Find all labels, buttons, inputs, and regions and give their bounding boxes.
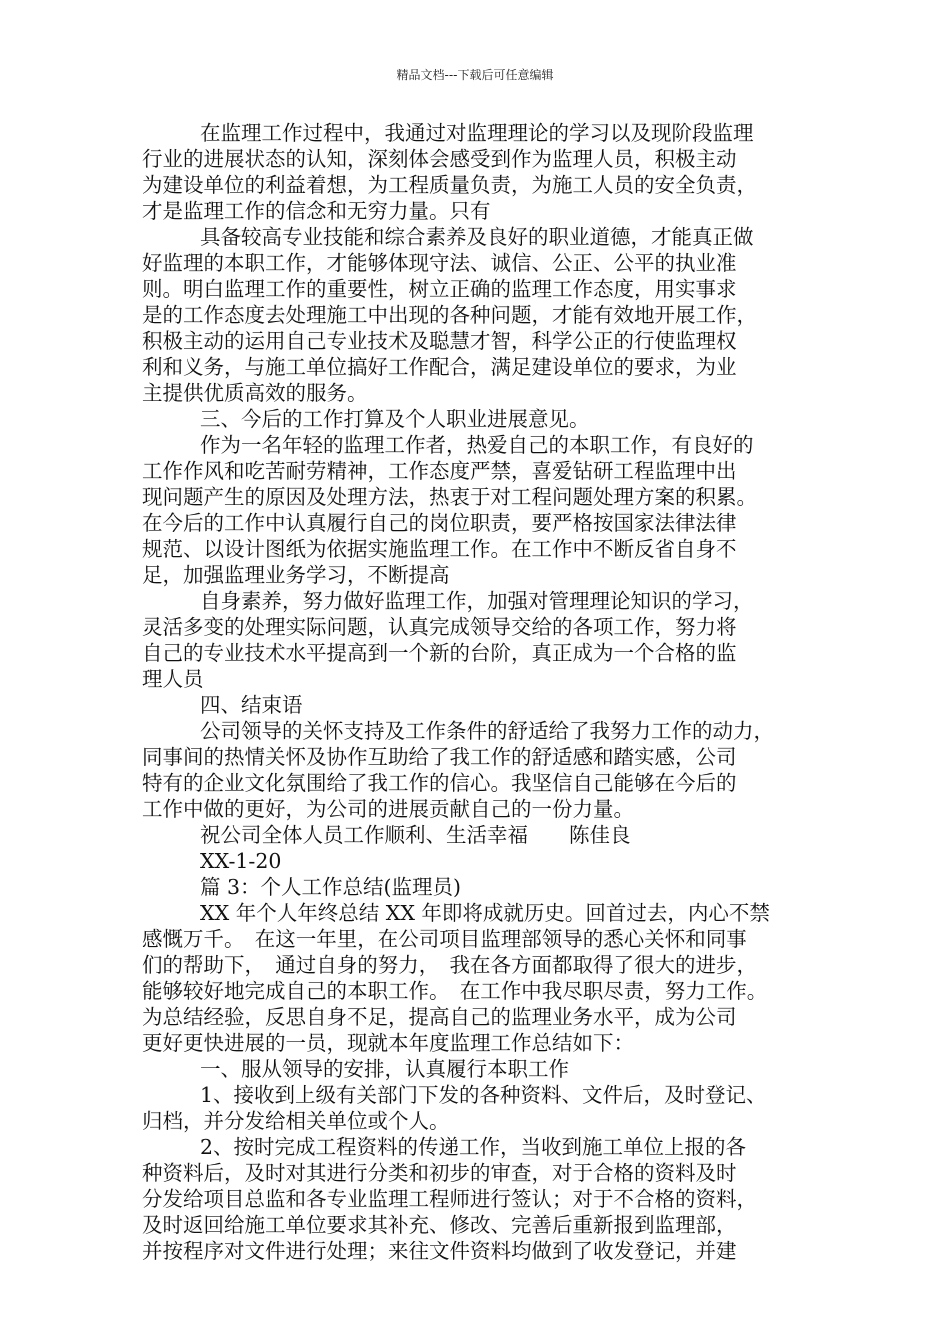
- text-line: 并按程序对文件进行处理；来往文件资料均做到了收发登记，并建: [142, 1239, 737, 1263]
- text-line: 利和义务，与施工单位搞好工作配合，满足建设单位的要求，为业: [142, 355, 737, 379]
- text-line: 分发给项目总监和各专业监理工程师进行签认；对于不合格的资料，: [142, 1187, 757, 1211]
- text-line: 归档，并分发给相关单位或个人。: [142, 1109, 450, 1133]
- text-line: 2、按时完成工程资料的传递工作，当收到施工单位上报的各: [200, 1135, 747, 1159]
- text-line: 在今后的工作中认真履行自己的岗位职责，要严格按国家法律法律: [142, 511, 737, 535]
- text-line: 感慨万千。 在这一年里，在公司项目监理部领导的悉心关怀和同事: [142, 927, 747, 951]
- text-line: 一、服从领导的安排，认真履行本职工作: [200, 1057, 569, 1081]
- text-line: 积极主动的运用自己专业技术及聪慧才智，科学公正的行使监理权: [142, 329, 737, 353]
- text-line: XX 年个人年终总结 XX 年即将成就历史。回首过去，内心不禁: [200, 901, 770, 925]
- text-line: 们的帮助下， 通过自身的努力， 我在各方面都取得了很大的进步，: [142, 953, 757, 977]
- text-line: 规范、以设计图纸为依据实施监理工作。在工作中不断反省自身不: [142, 537, 737, 561]
- page-header: 精品文档---下载后可任意编辑: [396, 68, 554, 82]
- text-line: 四、结束语: [200, 693, 303, 717]
- text-line: 1、接收到上级有关部门下发的各种资料、文件后，及时登记、: [200, 1083, 767, 1107]
- text-line: 为建设单位的利益着想，为工程质量负责，为施工人员的安全负责，: [142, 173, 757, 197]
- text-line: 行业的进展状态的认知，深刻体会感受到作为监理人员，积极主动: [142, 147, 737, 171]
- text-line: 在监理工作过程中，我通过对监理理论的学习以及现阶段监理: [200, 121, 754, 145]
- text-line: 足，加强监理业务学习，不断提高: [142, 563, 450, 587]
- text-line: 更好更快进展的一员，现就本年度监理工作总结如下：: [142, 1031, 634, 1055]
- text-line: 作为一名年轻的监理工作者，热爱自己的本职工作，有良好的: [200, 433, 754, 457]
- text-line: 理人员: [142, 667, 204, 691]
- text-line: 主提供优质高效的服务。: [142, 381, 368, 405]
- text-line: 祝公司全体人员工作顺利、生活幸福 陈佳良: [200, 823, 631, 847]
- text-line: 种资料后，及时对其进行分类和初步的审查，对于合格的资料及时: [142, 1161, 737, 1185]
- text-line: 篇 3：个人工作总结(监理员): [200, 875, 462, 899]
- text-line: 灵活多变的处理实际问题，认真完成领导交给的各项工作，努力将: [142, 615, 737, 639]
- text-line: 公司领导的关怀支持及工作条件的舒适给了我努力工作的动力，: [200, 719, 774, 743]
- text-line: 才是监理工作的信念和无穷力量。只有: [142, 199, 491, 223]
- text-line: 是的工作态度去处理施工中出现的各种问题，才能有效地开展工作，: [142, 303, 757, 327]
- text-line: 自己的专业技术水平提高到一个新的台阶，真正成为一个合格的监: [142, 641, 737, 665]
- text-line: 特有的企业文化氛围给了我工作的信心。我坚信自己能够在今后的: [142, 771, 737, 795]
- document-body: [142, 120, 832, 1264]
- text-line: 三、今后的工作打算及个人职业进展意见。: [200, 407, 590, 431]
- text-line: 工作中做的更好，为公司的进展贡献自己的一份力量。: [142, 797, 634, 821]
- text-line: 好监理的本职工作，才能够体现守法、诚信、公正、公平的执业准: [142, 251, 737, 275]
- text-line: 则。明白监理工作的重要性，树立正确的监理工作态度，用实事求: [142, 277, 737, 301]
- text-line: XX-1-20: [200, 849, 282, 873]
- text-line: 及时返回给施工单位要求其补充、修改、完善后重新报到监理部，: [142, 1213, 737, 1237]
- text-line: 工作作风和吃苦耐劳精神，工作态度严禁，喜爱钻研工程监理中出: [142, 459, 737, 483]
- text-line: 具备较高专业技能和综合素养及良好的职业道德，才能真正做: [200, 225, 754, 249]
- text-line: 能够较好地完成自己的本职工作。 在工作中我尽职尽责，努力工作。: [142, 979, 768, 1003]
- text-line: 同事间的热情关怀及协作互助给了我工作的舒适感和踏实感，公司: [142, 745, 737, 769]
- text-line: 为总结经验，反思自身不足，提高自己的监理业务水平，成为公司: [142, 1005, 737, 1029]
- text-line: 自身素养，努力做好监理工作，加强对管理理论知识的学习，: [200, 589, 754, 613]
- text-line: 现问题产生的原因及处理方法，热衷于对工程问题处理方案的积累。: [142, 485, 757, 509]
